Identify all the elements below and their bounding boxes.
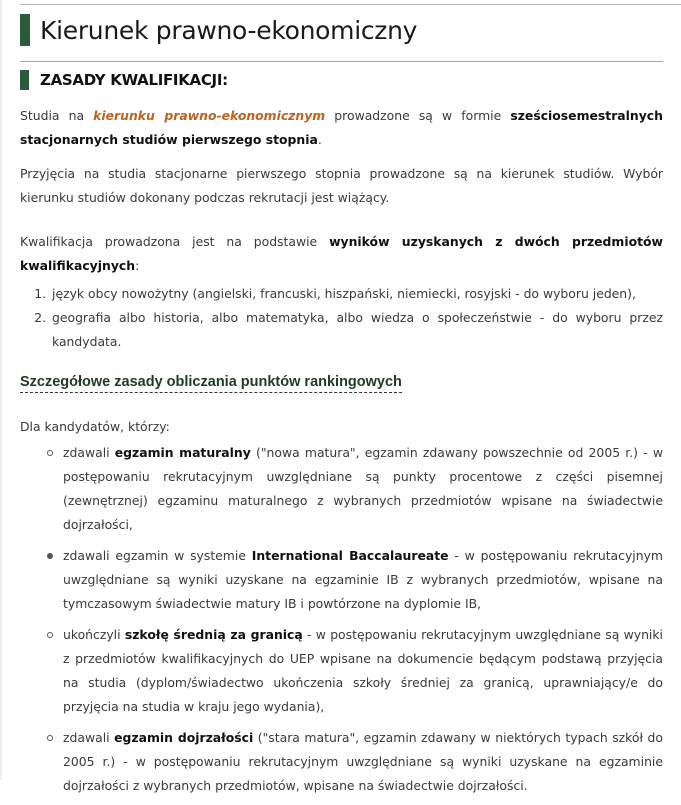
text: zdawali [63, 445, 115, 460]
text: - w postępowaniu rekrutacyjnym uwzględniane są wyniki uzyskane na egzaminie IB z wybranych przedmiotów, wpisane na tymczasowym świadectwie matury IB i powtórzone na dyplomie IB, [63, 548, 663, 611]
exam-name: szkołę średnią za granicą [124, 627, 303, 642]
candidates-list [20, 441, 663, 798]
exam-name: egzamin maturalny [114, 445, 251, 460]
intro-paragraph [20, 104, 663, 152]
exam-name: egzamin dojrzałości [114, 730, 254, 745]
title-accent-bar [20, 14, 30, 46]
subject-item: 2. geografia albo historia, albo matematyka, albo wiedza o społeczeństwie - do wyboru przez kandydata. [50, 306, 663, 354]
page-title: Kierunek prawno-ekonomiczny [40, 15, 418, 45]
filled-bullet-icon [47, 553, 53, 559]
text: zdawali [63, 730, 115, 745]
text: zdawali egzamin w systemie [63, 548, 252, 563]
candidate-item [47, 726, 663, 798]
subject-item: 1. język obcy nowożytny (angielski, francuski, hiszpański, niemiecki, rosyjski - do wyboru jeden), [50, 282, 663, 306]
section-accent-bar [20, 70, 29, 90]
hollow-bullet-icon [47, 450, 53, 456]
section-header [20, 70, 228, 90]
admission-paragraph: Przyjęcia na studia stacjonarne pierwszego stopnia prowadzone są na kierunek studiów. Wybór kierunku studiów dokonany podczas rekrutacji jest wiążący. [20, 166, 663, 205]
text: ("nowa matura", egzamin zdawany powszechnie od 2005 r.) - w postępowaniu rekrutacyjnym uwzględniane są punkty procentowe z części pisemnej (zewnętrznej) egzaminu maturalnego z wybranych przedmiotów wpisane na świadectwie dojrzałości, [63, 445, 663, 532]
text: - w postępowaniu rekrutacyjnym uwzględniane są wyniki z przedmiotów kwalifikacyjnych do UEP wpisane na dokumencie będącym podstawą przyjęcia na studia (dyplom/świadectwo ukończenia szkoły średniej za granicą, uprawniający/e do przyjęcia na studia w kraju jego wydania), [63, 627, 663, 714]
candidate-item [47, 623, 663, 719]
candidate-item [47, 544, 663, 616]
subjects-list [20, 282, 663, 354]
text: ("stara matura", egzamin zdawany w niektórych typach szkół do 2005 r.) - w postępowaniu rekrutacyjnym uwzględniane są wyniki uzyskane na egzaminie dojrzałości z wybranych przedmiotów, wpisane na świadectwie dojrzałości. [63, 730, 663, 793]
text: ukończyli [63, 627, 125, 642]
text: . [317, 132, 322, 147]
hollow-bullet-icon [47, 632, 53, 638]
page-header [20, 14, 417, 46]
text: prowadzone są w formie [325, 108, 511, 123]
qualification-bold: wyników uzyskanych z dwóch przedmiotów kwalifikacyjnych [20, 234, 663, 273]
content [20, 104, 663, 805]
ranking-rules-heading[interactable]: Szczegółowe zasady obliczania punktów rankingowych [20, 372, 402, 393]
left-border [0, 0, 2, 780]
section-title: ZASADY KWALIFIKACJI: [40, 71, 228, 89]
top-divider [20, 4, 681, 5]
exam-name: International Baccalaureate [251, 548, 449, 563]
study-form-bold: sześciosemestralnych stacjonarnych studiów pierwszego stopnia [20, 108, 663, 147]
program-name-highlight: kierunku prawno-ekonomicznym [93, 108, 326, 123]
qualification-paragraph [20, 230, 663, 278]
text: Studia na [20, 108, 94, 123]
hollow-bullet-icon [47, 735, 53, 741]
candidates-intro: Dla kandydatów, którzy: [20, 419, 170, 434]
title-divider [20, 61, 663, 62]
text: : [135, 258, 140, 273]
text: Kwalifikacja prowadzona jest na podstawie [20, 234, 330, 249]
candidate-item [47, 441, 663, 537]
